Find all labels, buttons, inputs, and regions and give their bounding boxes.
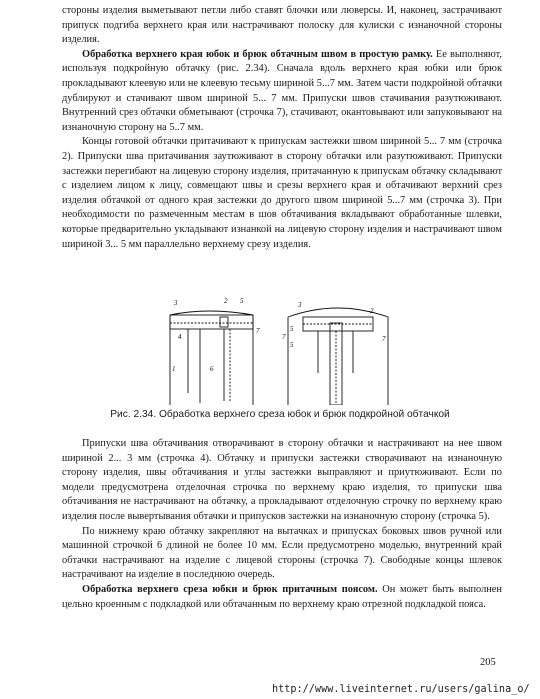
- label-left-4: 4: [178, 333, 182, 341]
- paragraph-0: стороны изделия выметывают петли либо ставят блочки или люверсы. И, наконец, застрачивают припуск подгиба верхнего края или настрачивают полоску для кулиски с изнаночной стороны изделия.: [62, 5, 502, 46]
- label-right-7a: 7: [282, 333, 286, 341]
- paragraph-2: Концы готовой обтачки притачивают к припускам застежки швом шириной 5... 7 мм (строчка 2). Припуски шва притачивания заутюживают в сторону обтачки или разутюживают. Припуски застежки перегибают на лицевую сторону изделия, притачанную к припускам обтачку складывают с изделием лицом к лицу, совмещают швы и срезы верхнего края и обтачивают верхний срез изделия обтачкой от одного края застежки до другого швом шириной 5...7 мм (строчка 3). При необходимости по размеченным местам в шов обтачивания вкладывают обработанные шлевки, которые предварительно укладывают изнанкой на лицевую сторону изделия и настрачивают швом шириной 3... 5 мм параллельно верхнему срезу изделия.: [62, 136, 502, 250]
- text-block-top: [62, 4, 502, 252]
- label-right-3: 3: [298, 301, 302, 309]
- label-left-5: 5: [240, 297, 244, 305]
- paragraph-1-body: Ее выполняют, используя подкройную обтачку (рис. 2.34). Сначала вдоль верхнего края юбки или брюк прокладывают клеевую или не клеевую тесьму шириной 5...7 мм. Затем части подкройной обтачки дублируют и стачивают швом шириной 5... 7 мм. Припуски швов стачивания разутюживают. Внутренний срез обтачки обметывают (строчка 7), стачивают, окантовывают или запуковывают на изнаночную сторону на 5..7 мм.: [62, 48, 502, 133]
- paragraph-1: [62, 48, 502, 136]
- label-left-6: 6: [210, 365, 214, 373]
- text-block-bottom: [62, 437, 502, 612]
- figure-caption: Рис. 2.34. Обработка верхнего среза юбок и брюк подкройной обтачкой: [110, 409, 450, 420]
- label-left-2: 2: [224, 297, 228, 305]
- paragraph-4: По нижнему краю обтачку закрепляют на вытачках и припусках боковых швов ручной или машинной строчкой 6 длиной не более 10 мм. Если предусмотрено моделью, внутренний край обтачки настрачивают на изделие с лицевой стороны (строчка 7). Свободные концы шлевок настрачивают на изделие в последнюю очередь.: [62, 525, 502, 581]
- label-left-7: 7: [256, 327, 260, 335]
- label-right-2: 2: [370, 307, 374, 315]
- figure-left-drawing: [170, 311, 253, 405]
- figure-diagram: [148, 293, 408, 405]
- paragraph-5-body: Он может быть выполнен цельно кроенным с подкладкой или обтачанным по верхнему краю отрезной подкладкой пояса.: [62, 583, 502, 610]
- paragraph-1-heading: Обработка верхнего края юбок и брюк обтачным швом в простую рамку.: [82, 48, 433, 60]
- label-left-3: 3: [174, 299, 178, 307]
- label-right-7b: 7: [382, 335, 386, 343]
- paragraph-3: Припуски шва обтачивания отворачивают в сторону обтачки и настрачивают на нее швом шириной 2... 3 мм (строчка 4). Обтачку и припуски застежки створачивают на изнаночную сторону изделия, швы обтачивания и углы застежки выправляют и приутюживают. Если по модели предусмотрена отделочная строчка по верхнему краю изделия, то припуски шва обтачивания не настрачивают на обтачку, а прокладывают отделочную строчку по верхнему краю изделия после вывертывания обтачки и припусков застежки на изнаночную сторону (строчка 5).: [62, 438, 502, 522]
- source-watermark: http://www.liveinternet.ru/users/galina_o/: [272, 684, 530, 695]
- figure-right-drawing: [288, 308, 388, 405]
- paragraph-5: [62, 583, 502, 612]
- label-left-1: 1: [172, 365, 176, 373]
- label-right-5b: 5: [290, 341, 294, 349]
- figure-left-labels: [172, 297, 260, 373]
- paragraph-5-heading: Обработка верхнего среза юбки и брюк притачным поясом.: [82, 583, 378, 595]
- label-right-5a: 5: [290, 325, 294, 333]
- page-number: 205: [480, 657, 496, 668]
